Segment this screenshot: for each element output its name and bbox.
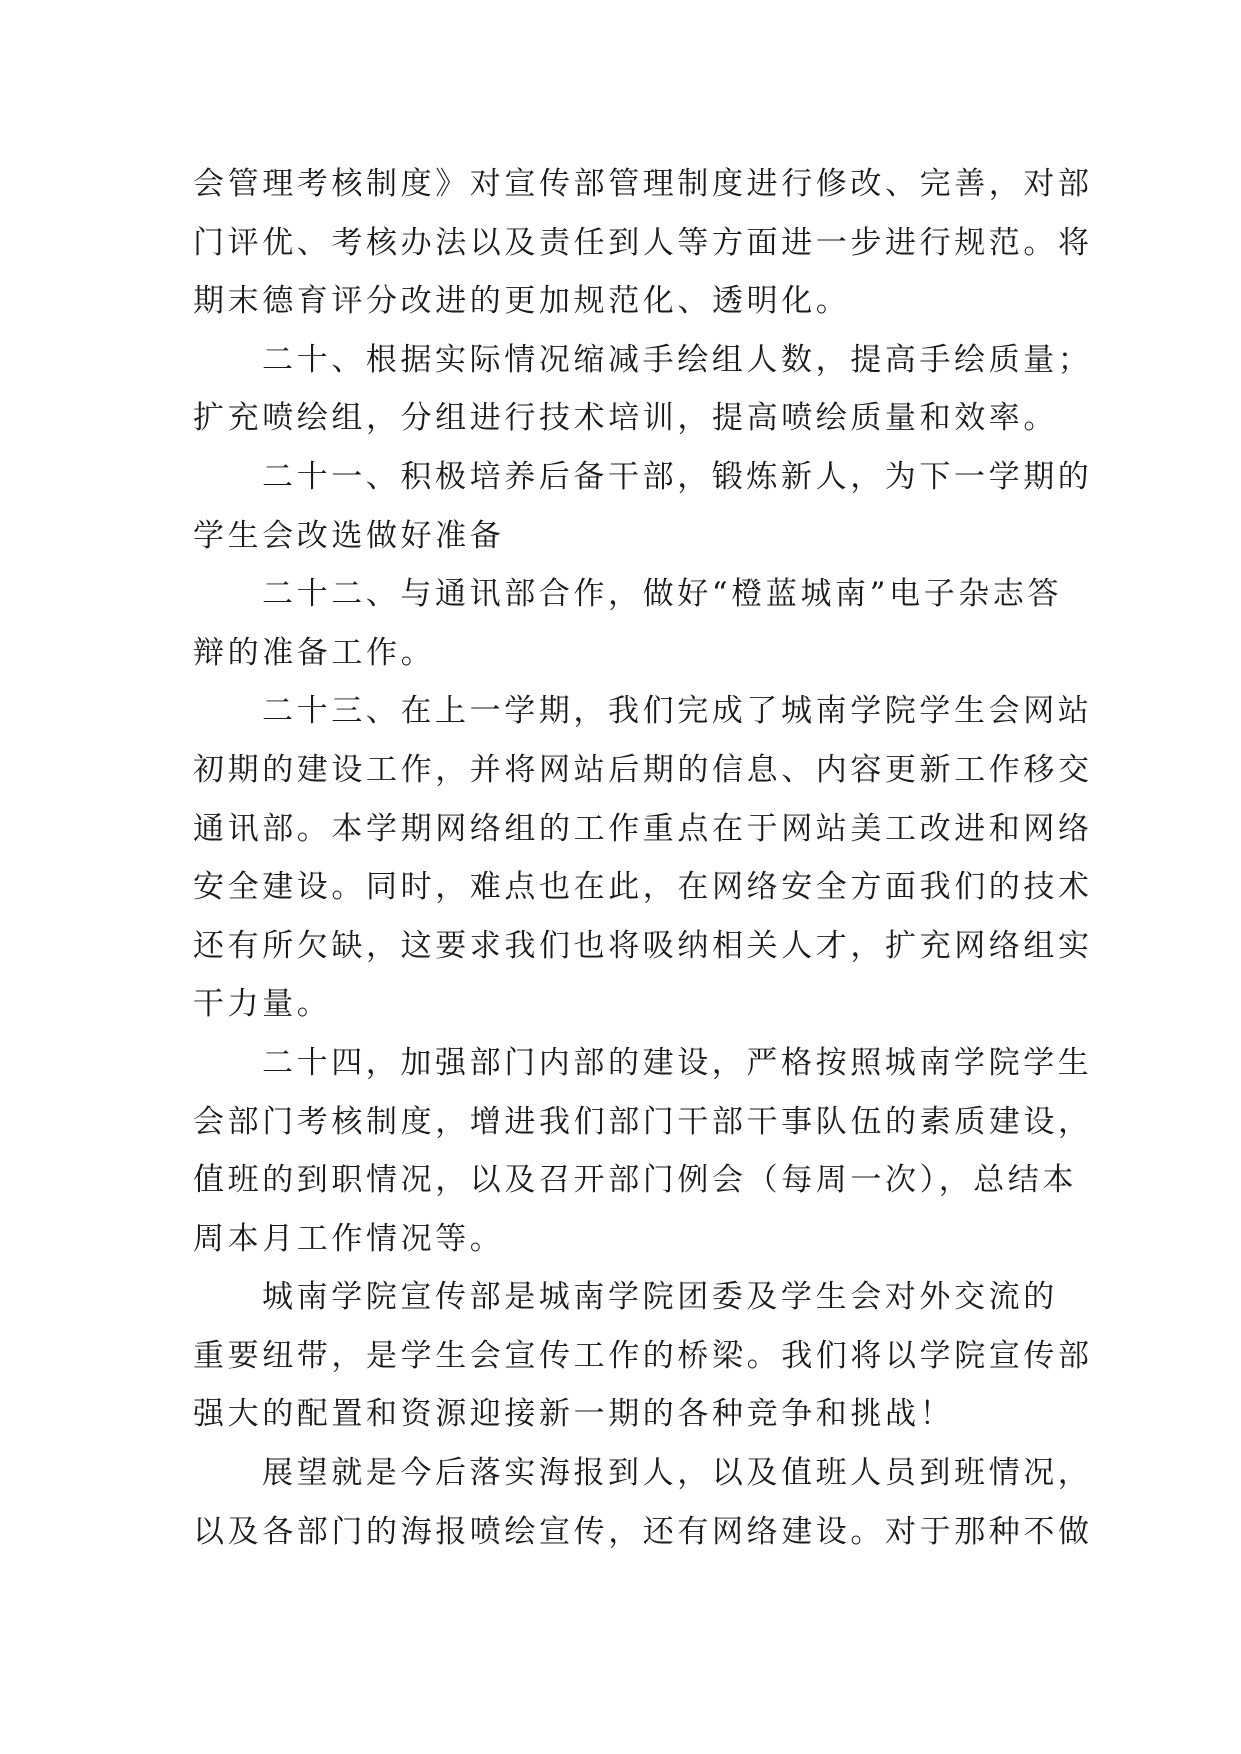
paragraph-2 bbox=[193, 331, 1093, 448]
text-line: 辩的准备工作。 bbox=[193, 634, 436, 671]
text-line: 门评优、考核办法以及责任到人等方面进一步进行规范。将 bbox=[193, 224, 1093, 261]
text-line: 城南学院宣传部是城南学院团委及学生会对外交流的 bbox=[262, 1279, 1058, 1316]
text-line: 周本月工作情况等。 bbox=[193, 1220, 505, 1257]
text-line: 二十二、与通讯部合作，做好“橙蓝城南”电子杂志答 bbox=[262, 576, 1063, 613]
paragraph-5 bbox=[193, 682, 1093, 1034]
text-line: 二十三、在上一学期，我们完成了城南学院学生会网站 bbox=[262, 693, 1093, 730]
document-body bbox=[193, 155, 1093, 1561]
text-line: 学生会改选做好准备 bbox=[193, 517, 505, 554]
text-line: 扩充喷绘组，分组进行技术培训，提高喷绘质量和效率。 bbox=[193, 400, 1058, 437]
text-line: 会部门考核制度，增进我们部门干部干事队伍的素质建设， bbox=[193, 1103, 1093, 1140]
text-line: 二十一、积极培养后备干部，锻炼新人，为下一学期的 bbox=[262, 458, 1093, 495]
text-line: 二十四，加强部门内部的建设，严格按照城南学院学生 bbox=[262, 1044, 1093, 1081]
paragraph-8 bbox=[193, 1444, 1093, 1561]
paragraph-3 bbox=[193, 448, 1093, 565]
paragraph-6 bbox=[193, 1034, 1093, 1268]
text-line: 干力量。 bbox=[193, 986, 332, 1023]
paragraph-4 bbox=[193, 565, 1063, 682]
text-line: 重要纽带，是学生会宣传工作的桥梁。我们将以学院宣传部 bbox=[193, 1337, 1093, 1374]
text-line: 通讯部。本学期网络组的工作重点在于网站美工改进和网络 bbox=[193, 810, 1093, 847]
text-line: 值班的到职情况，以及召开部门例会（每周一次），总结本 bbox=[193, 1162, 1078, 1199]
text-line: 展望就是今后落实海报到人，以及值班人员到班情况， bbox=[262, 1455, 1093, 1492]
text-line: 二十、根据实际情况缩减手绘组人数，提高手绘质量； bbox=[262, 341, 1093, 378]
paragraph-7 bbox=[193, 1268, 1093, 1444]
text-line: 初期的建设工作，并将网站后期的信息、内容更新工作移交 bbox=[193, 751, 1093, 788]
text-line: 还有所欠缺，这要求我们也将吸纳相关人才，扩充网络组实 bbox=[193, 927, 1093, 964]
paragraph-1 bbox=[193, 155, 1093, 331]
text-line: 强大的配置和资源迎接新一期的各种竞争和挑战！ bbox=[193, 1396, 955, 1433]
text-line: 会管理考核制度》对宣传部管理制度进行修改、完善，对部 bbox=[193, 166, 1093, 202]
text-line: 安全建设。同时，难点也在此，在网络安全方面我们的技术 bbox=[193, 869, 1093, 906]
text-line: 以及各部门的海报喷绘宣传，还有网络建设。对于那种不做 bbox=[193, 1513, 1093, 1550]
text-line: 期末德育评分改进的更加规范化、透明化。 bbox=[193, 283, 851, 320]
